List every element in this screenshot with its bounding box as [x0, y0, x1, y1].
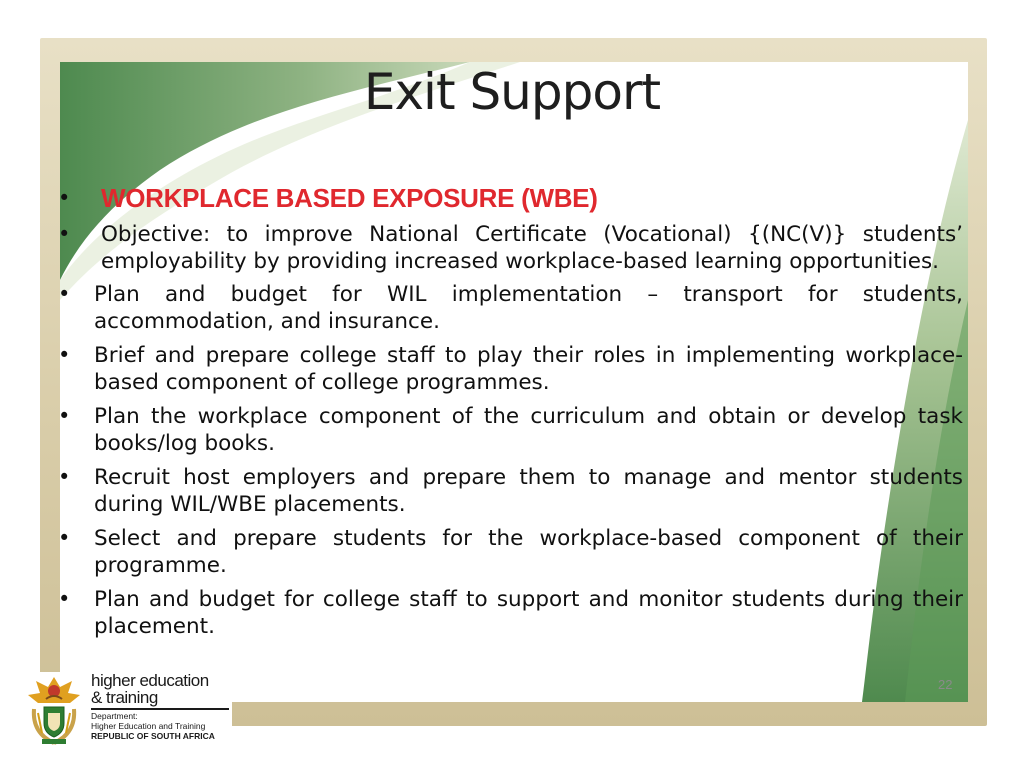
list-item: [58, 525, 963, 579]
department-name: Higher Education and Training: [91, 721, 206, 731]
list-item-text: Brief and prepare college staff to play their roles in implementing workplace-based component of college programmes.: [94, 343, 963, 395]
slide-body: [58, 178, 963, 647]
section-heading: WORKPLACE BASED EXPOSURE (WBE): [101, 183, 598, 213]
list-item-text: Select and prepare students for the workplace-based component of their programme.: [94, 526, 963, 578]
bullet-marker: •: [58, 404, 71, 428]
logo-divider: [91, 708, 229, 710]
objective-text: Objective: to improve National Certificate (Vocational) {(NC(V)} students’ employability by providing increased workplace-based learning opportunities.: [101, 222, 963, 274]
bullet-marker: •: [58, 222, 71, 246]
logo-line-2: & training: [91, 688, 158, 707]
logo-department: [91, 711, 215, 741]
bullet-marker: •: [58, 282, 71, 306]
bullet-marker: •: [58, 186, 71, 210]
list-item: [58, 464, 963, 518]
country-name: REPUBLIC OF SOUTH AFRICA: [91, 731, 215, 741]
logo-line-1: higher education: [91, 671, 209, 690]
coat-of-arms-icon: [24, 673, 84, 747]
bullet-marker: •: [58, 526, 71, 550]
bullet-marker: •: [58, 465, 71, 489]
list-item-text: Recruit host employers and prepare them to manage and mentor students during WIL/WBE placements.: [94, 465, 963, 517]
list-item-text: Plan and budget for college staff to support and monitor students during their placement.: [94, 587, 963, 639]
bullet-heading: [58, 178, 963, 218]
bullet-marker: •: [58, 343, 71, 367]
list-item-text: Plan and budget for WIL implementation – transport for students, accommodation, and insurance.: [94, 282, 963, 334]
logo-wordmark: [91, 672, 209, 706]
slide-title: Exit Support: [363, 63, 661, 121]
list-item-text: Plan the workplace component of the curriculum and obtain or develop task books/log books.: [94, 404, 963, 456]
department-label: Department:: [91, 711, 138, 721]
list-item: [58, 342, 963, 396]
list-item: [58, 586, 963, 640]
page-number: 22: [938, 677, 953, 692]
bullet-marker: •: [58, 587, 71, 611]
bullet-objective: [58, 221, 963, 275]
list-item: [58, 281, 963, 335]
list-item: [58, 403, 963, 457]
